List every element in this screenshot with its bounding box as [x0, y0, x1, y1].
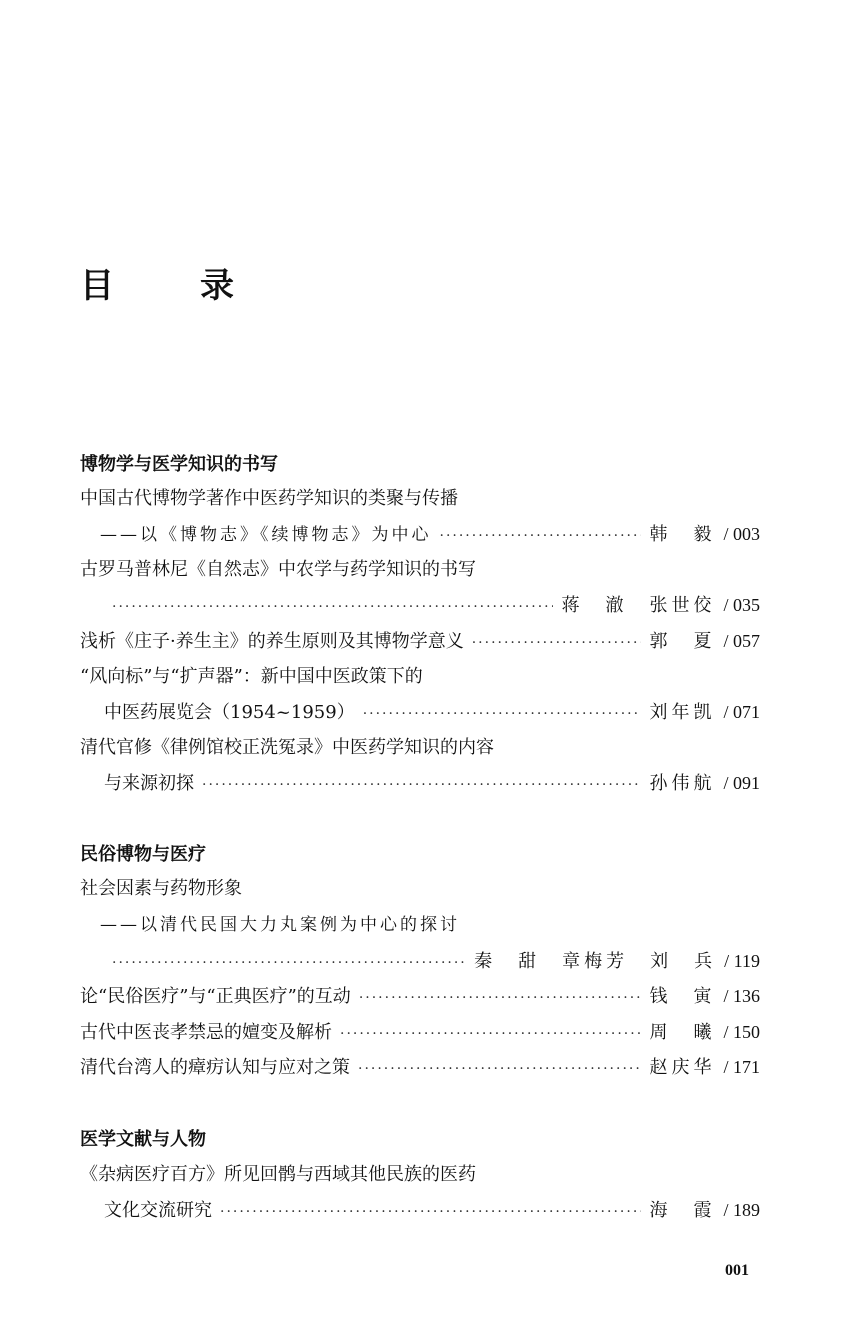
toc-page: / 189: [723, 1200, 760, 1220]
dot-leader: [112, 948, 466, 978]
toc-author: 郭 夏: [649, 631, 716, 652]
toc-entry: [0, 946, 863, 976]
toc-page: / 071: [723, 702, 760, 722]
toc-subtitle: ——以清代民国大力丸案例为中心的探讨: [100, 915, 460, 935]
toc-title: 古代中医丧孝禁忌的嬗变及解析: [80, 1022, 332, 1043]
toc-entry-line: 《杂病医疗百方》所见回鹘与西域其他民族的医药: [80, 1164, 476, 1185]
toc-entry-line: 中国古代博物学著作中医药学知识的类聚与传播: [80, 488, 458, 509]
toc-author: 孙伟航: [649, 773, 716, 794]
section-heading: 博物学与医学知识的书写: [80, 454, 278, 475]
dot-leader: [112, 592, 553, 622]
toc-page: / 035: [723, 595, 760, 615]
section-heading: 医学文献与人物: [80, 1129, 206, 1150]
toc-title-cont: 中医药展览会（1954~1959）: [104, 702, 355, 723]
toc-author: 海 霞: [649, 1200, 716, 1221]
toc-entry-line: [0, 910, 863, 940]
dot-leader: [472, 628, 642, 658]
toc-page: / 003: [723, 524, 760, 544]
toc-entry: [0, 1052, 863, 1082]
toc-author: 蒋 澈 张世佼: [561, 595, 716, 616]
dot-leader: [220, 1197, 641, 1227]
toc-author: 赵庆华: [649, 1057, 716, 1078]
toc-author: 钱 寅: [649, 986, 716, 1007]
toc-title: 浅析《庄子·养生主》的养生原则及其博物学意义: [80, 631, 464, 652]
toc-entry: [0, 519, 863, 549]
toc-title-cont: 文化交流研究: [104, 1200, 212, 1221]
toc-author: 秦 甜 章梅芳 刘 兵: [474, 951, 717, 972]
toc-entry: [0, 981, 863, 1011]
toc-entry: [0, 590, 863, 620]
toc-title-cont: 与来源初探: [104, 773, 194, 794]
toc-page: / 150: [723, 1022, 760, 1042]
section-heading: 民俗博物与医疗: [80, 844, 206, 865]
dot-leader: [363, 699, 642, 729]
dot-leader: [440, 521, 642, 551]
dot-leader: [359, 983, 642, 1013]
page-number: 001: [725, 1262, 749, 1279]
toc-author: 周 曦: [649, 1022, 716, 1043]
toc-page: / 119: [724, 951, 760, 971]
toc-entry: [0, 1017, 863, 1047]
toc-subtitle: ——以《博物志》《续博物志》为中心: [100, 525, 432, 545]
toc-entry: [0, 626, 863, 656]
dot-leader: [340, 1019, 641, 1049]
toc-entry: [0, 768, 863, 798]
toc-page: / 057: [723, 631, 760, 651]
toc-author: 韩 毅: [649, 524, 716, 545]
toc-entry-line: 古罗马普林尼《自然志》中农学与药学知识的书写: [80, 559, 476, 580]
toc-title: 清代台湾人的瘴疠认知与应对之策: [80, 1057, 350, 1078]
toc-entry: [0, 1195, 863, 1225]
toc-entry-line: 清代官修《律例馆校正洗冤录》中医药学知识的内容: [80, 737, 494, 758]
toc-page: / 171: [723, 1057, 760, 1077]
toc-page: / 136: [723, 986, 760, 1006]
toc-author: 刘年凯: [649, 702, 716, 723]
dot-leader: [202, 770, 641, 800]
toc-entry-line: 社会因素与药物形象: [80, 878, 242, 899]
toc-entry-line: “风向标”与“扩声器”：新中国中医政策下的: [80, 666, 423, 687]
page-title: 目 录: [80, 266, 260, 306]
dot-leader: [358, 1054, 641, 1084]
toc-entry: [0, 697, 863, 727]
toc-page: / 091: [723, 773, 760, 793]
toc-title: 论“民俗医疗”与“正典医疗”的互动: [80, 986, 351, 1007]
